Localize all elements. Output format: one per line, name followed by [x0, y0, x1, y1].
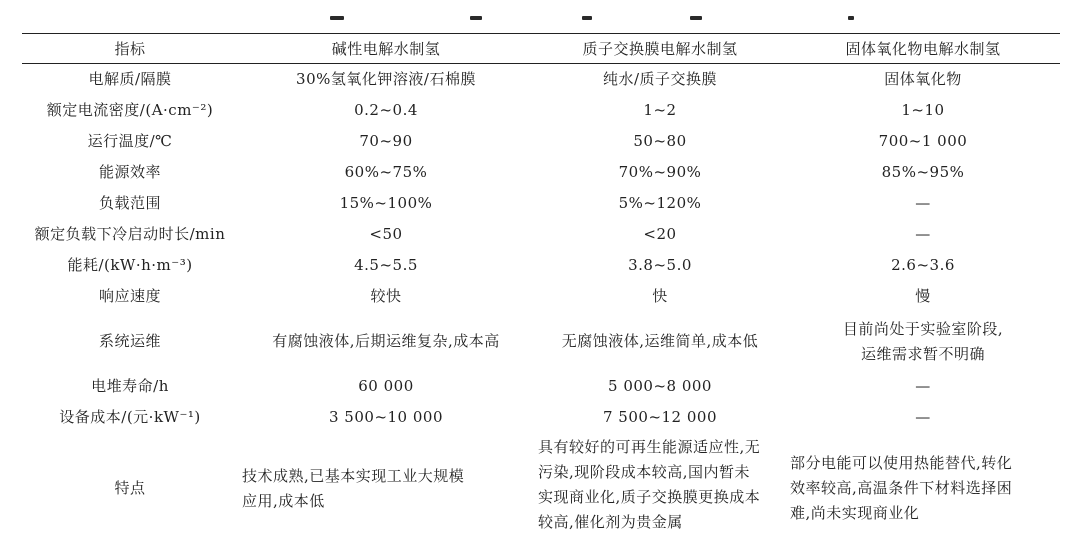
cell-pem: 快	[652, 287, 668, 305]
cell-pem: 7 500~12 000	[603, 408, 717, 426]
header-soec: 固体氧化物电解水制氢	[845, 40, 1001, 58]
row-label: 系统运维	[98, 332, 161, 350]
cell-soec: —	[915, 408, 931, 426]
table-row	[22, 95, 1060, 126]
table-row	[22, 250, 1060, 281]
row-label: 运行温度/℃	[87, 132, 173, 150]
electrolysis-comparison-table	[22, 33, 1060, 542]
cell-soec: 2.6~3.6	[891, 256, 955, 274]
table-row	[22, 188, 1060, 219]
cell-soec: 慢	[915, 287, 931, 305]
table-row	[22, 157, 1060, 188]
row-label: 电解质/隔膜	[88, 70, 172, 88]
cell-alkaline: 3 500~10 000	[329, 408, 443, 426]
cell-soec: 部分电能可以使用热能替代,转化 效率较高,高温条件下材料选择困 难,尚未实现商业化	[790, 454, 1013, 522]
cell-pem: 5%~120%	[618, 194, 702, 212]
cell-alkaline: 60%~75%	[344, 163, 428, 181]
row-label: 负载范围	[98, 194, 161, 212]
cell-pem: 无腐蚀液体,运维简单,成本低	[561, 332, 759, 350]
header-alkaline: 碱性电解水制氢	[331, 40, 441, 58]
cell-pem: 5 000~8 000	[608, 377, 712, 395]
table-row	[22, 281, 1060, 312]
cell-soec: 1~10	[901, 101, 945, 119]
cell-soec: 85%~95%	[881, 163, 965, 181]
table-row	[22, 64, 1060, 96]
cell-alkaline: 70~90	[359, 132, 413, 150]
cell-alkaline: 较快	[370, 287, 402, 305]
cell-alkaline: <50	[369, 225, 403, 243]
row-label: 能耗/(kW·h·m⁻³)	[67, 256, 193, 274]
table-row	[22, 371, 1060, 402]
cell-alkaline: 有腐蚀液体,后期运维复杂,成本高	[272, 332, 500, 350]
cell-soec: 目前尚处于实验室阶段, 运维需求暂不明确	[842, 319, 1004, 363]
cell-alkaline: 15%~100%	[339, 194, 433, 212]
cell-alkaline: 60 000	[358, 377, 414, 395]
row-label: 电堆寿命/h	[91, 377, 169, 395]
cell-pem: 1~2	[643, 101, 677, 119]
cell-soec: 700~1 000	[878, 132, 968, 150]
header-pem: 质子交换膜电解水制氢	[582, 40, 738, 58]
cell-soec: —	[915, 194, 931, 212]
table-row	[22, 219, 1060, 250]
table-row	[22, 402, 1060, 433]
cell-pem: 具有较好的可再生能源适应性,无 污染,现阶段成本较高,国内暂未 实现商业化,质子交换膜更换成本 较高,催化剂为贵金属	[538, 438, 761, 531]
row-label: 额定电流密度/(A·cm⁻²)	[46, 101, 214, 119]
row-label: 设备成本/(元·kW⁻¹)	[59, 408, 201, 426]
row-label: 特点	[114, 479, 146, 497]
cell-soec: —	[915, 225, 931, 243]
cell-pem: 3.8~5.0	[628, 256, 692, 274]
row-label: 能源效率	[98, 163, 161, 181]
cell-pem: 纯水/质子交换膜	[602, 70, 718, 88]
cell-alkaline: 30%氢氧化钾溶液/石棉膜	[296, 70, 476, 88]
table-row	[22, 312, 1060, 371]
table-row	[22, 433, 1060, 542]
clipped-caption-fragments	[0, 0, 1082, 24]
cell-soec: 固体氧化物	[884, 70, 962, 88]
cell-pem: <20	[643, 225, 677, 243]
cell-alkaline: 技术成熟,已基本实现工业大规模 应用,成本低	[242, 466, 465, 510]
row-label: 额定负载下冷启动时长/min	[34, 225, 226, 243]
cell-alkaline: 0.2~0.4	[354, 101, 418, 119]
cell-pem: 70%~90%	[618, 163, 702, 181]
cell-soec: —	[915, 377, 931, 395]
table-row	[22, 126, 1060, 157]
header-row	[22, 34, 1060, 64]
row-label: 响应速度	[98, 287, 161, 305]
cell-alkaline: 4.5~5.5	[354, 256, 418, 274]
header-indicator: 指标	[114, 40, 146, 58]
cell-pem: 50~80	[633, 132, 687, 150]
